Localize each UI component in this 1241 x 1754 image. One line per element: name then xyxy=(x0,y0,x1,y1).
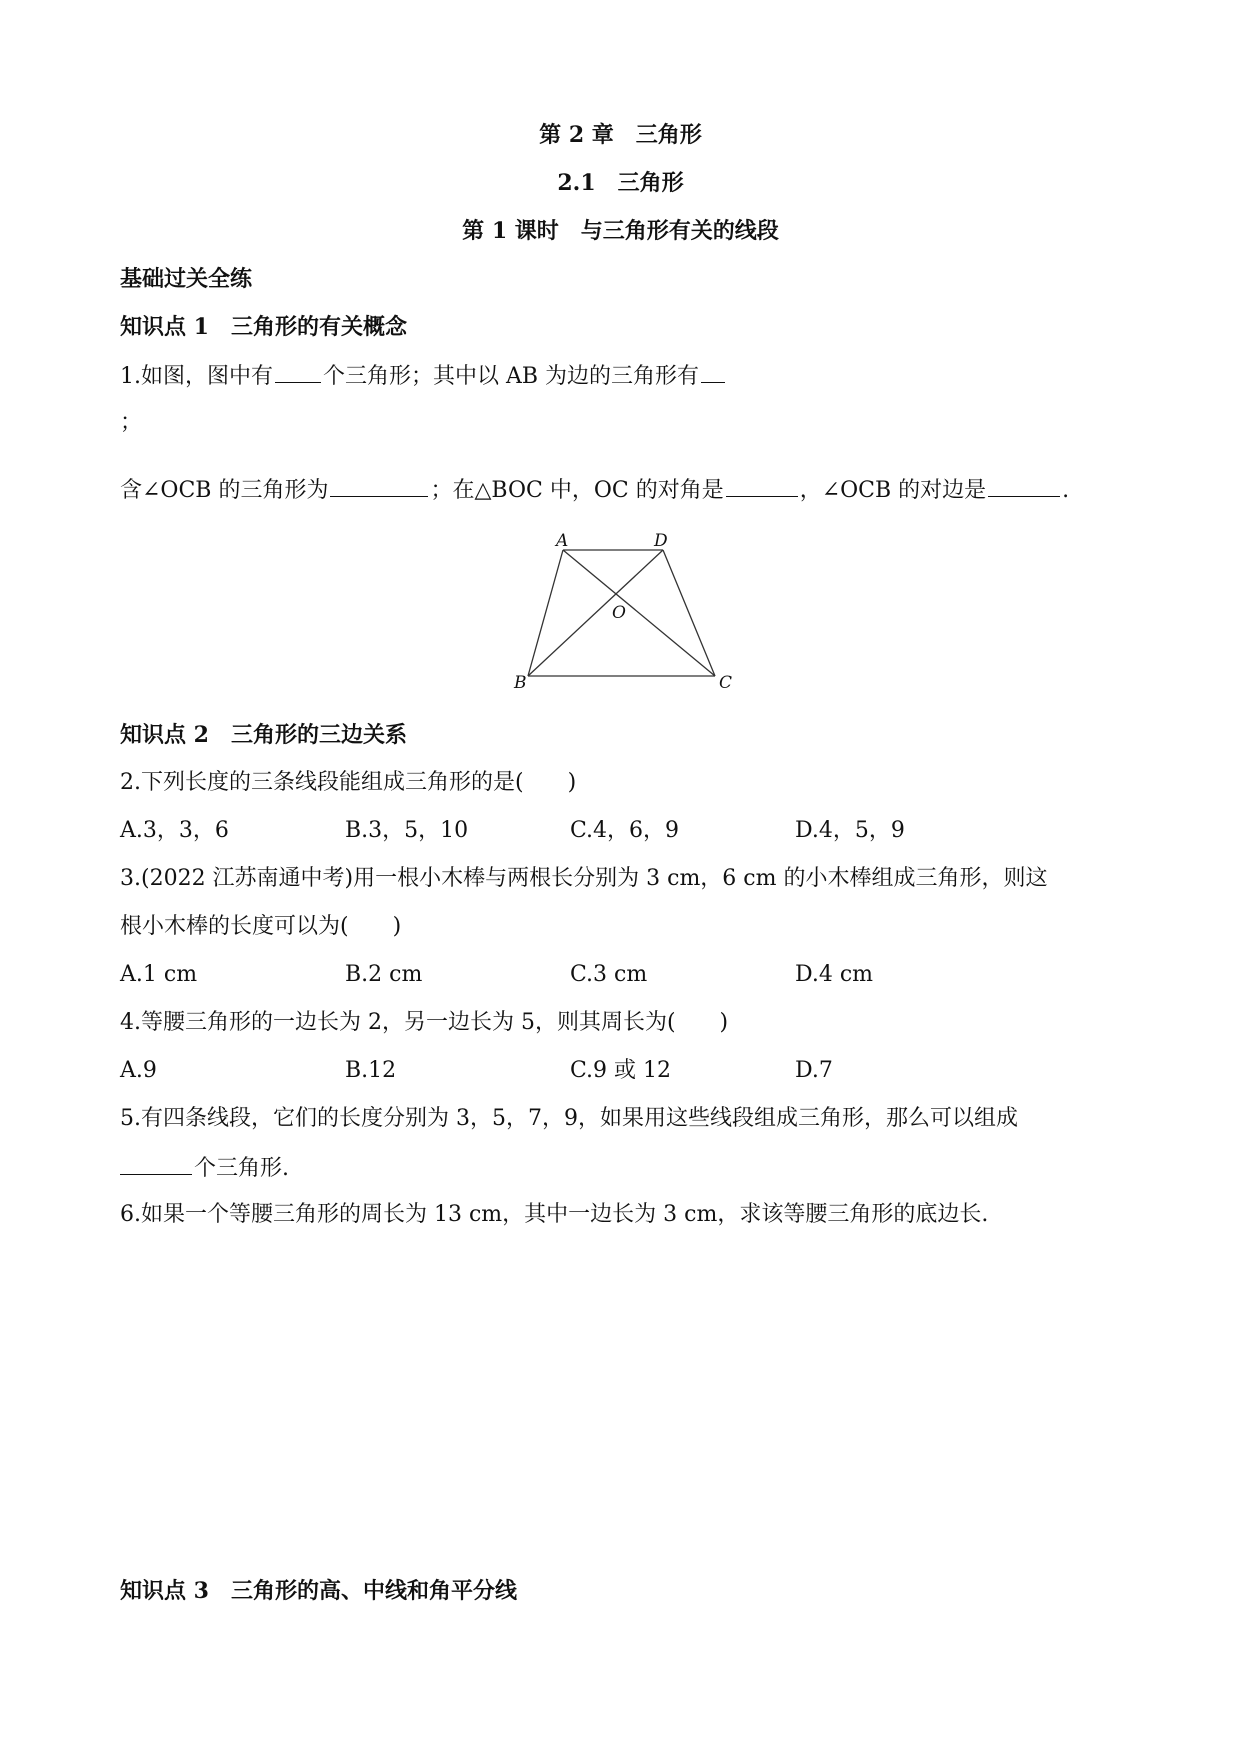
q3-option-c[interactable]: C.3 cm xyxy=(570,962,648,987)
q1-blank-oc-angle[interactable] xyxy=(726,474,798,497)
q2-option-c[interactable]: C.4，6，9 xyxy=(570,818,680,843)
q1-blank-ocb[interactable] xyxy=(330,474,428,497)
q1-line3 xyxy=(120,474,1069,506)
label-o: O xyxy=(612,603,626,623)
q5-blank[interactable] xyxy=(120,1152,192,1175)
q1-text-7: . xyxy=(1062,478,1070,503)
q4-option-c[interactable]: C.9 或 12 xyxy=(570,1058,672,1083)
q3-option-d[interactable]: D.4 cm xyxy=(795,962,874,987)
diagonal-ac xyxy=(563,550,715,676)
q3-stem-line1: 3.(2022 江苏南通中考)用一根小木棒与两根长分别为 3 cm，6 cm 的小木棒组成三角形，则这 xyxy=(120,866,1048,891)
section-title: 2.1 三角形 xyxy=(557,170,684,196)
kp3-title: 知识点 3 三角形的高、中线和角平分线 xyxy=(120,1578,517,1604)
q2-option-b[interactable]: B.3，5，10 xyxy=(345,818,469,843)
q1-line1 xyxy=(120,360,727,392)
q6-answer-space[interactable] xyxy=(120,1240,1120,1560)
q1-text-6: ，∠OCB 的对边是 xyxy=(799,478,987,503)
trapezoid-figure xyxy=(500,528,750,690)
label-c: C xyxy=(719,673,733,690)
side-ab xyxy=(528,550,563,676)
q2-option-d[interactable]: D.4，5，9 xyxy=(795,818,905,843)
q2-stem: 2.下列长度的三条线段能组成三角形的是( ) xyxy=(120,770,577,795)
kp1-title: 知识点 1 三角形的有关概念 xyxy=(120,314,407,340)
label-d: D xyxy=(654,531,668,551)
q3-option-a[interactable]: A.1 cm xyxy=(120,962,198,987)
q4-option-d[interactable]: D.7 xyxy=(795,1058,833,1083)
q5-text: 个三角形. xyxy=(194,1156,289,1181)
q2-option-a[interactable]: A.3，3，6 xyxy=(120,818,229,843)
diagonal-bd xyxy=(528,550,663,676)
label-b: B xyxy=(514,673,527,690)
q5-stem-line1: 5.有四条线段，它们的长度分别为 3，5，7，9，如果用这些线段组成三角形，那么可以组成 xyxy=(120,1106,1018,1131)
q1-text-1: 1.如图，图中有 xyxy=(120,364,273,389)
part-title: 基础过关全练 xyxy=(120,266,253,292)
chapter-title: 第 2 章 三角形 xyxy=(539,122,702,148)
q1-blank-ab[interactable] xyxy=(701,360,725,383)
q4-option-a[interactable]: A.9 xyxy=(120,1058,157,1083)
q3-stem-line2: 根小木棒的长度可以为( ) xyxy=(120,914,402,939)
lesson-title: 第 1 课时 与三角形有关的线段 xyxy=(462,218,779,244)
q1-text-4: 含∠OCB 的三角形为 xyxy=(120,478,329,503)
q4-option-b[interactable]: B.12 xyxy=(345,1058,397,1083)
q1-blank-ocb-side[interactable] xyxy=(988,474,1060,497)
side-dc xyxy=(663,550,715,676)
q1-text-2: 个三角形；其中以 AB 为边的三角形有 xyxy=(323,364,700,389)
kp2-title: 知识点 2 三角形的三边关系 xyxy=(120,722,407,748)
q6-stem: 6.如果一个等腰三角形的周长为 13 cm，其中一边长为 3 cm，求该等腰三角形的底边长. xyxy=(120,1202,989,1227)
q1-text-5: ；在△BOC 中，OC 的对角是 xyxy=(430,478,724,503)
q4-stem: 4.等腰三角形的一边长为 2，另一边长为 5，则其周长为( ) xyxy=(120,1010,729,1035)
q5-stem-line2 xyxy=(120,1152,289,1184)
q3-option-b[interactable]: B.2 cm xyxy=(345,962,423,987)
q1-blank-count[interactable] xyxy=(275,360,321,383)
label-a: A xyxy=(556,531,569,551)
q1-line2: ； xyxy=(120,410,143,435)
